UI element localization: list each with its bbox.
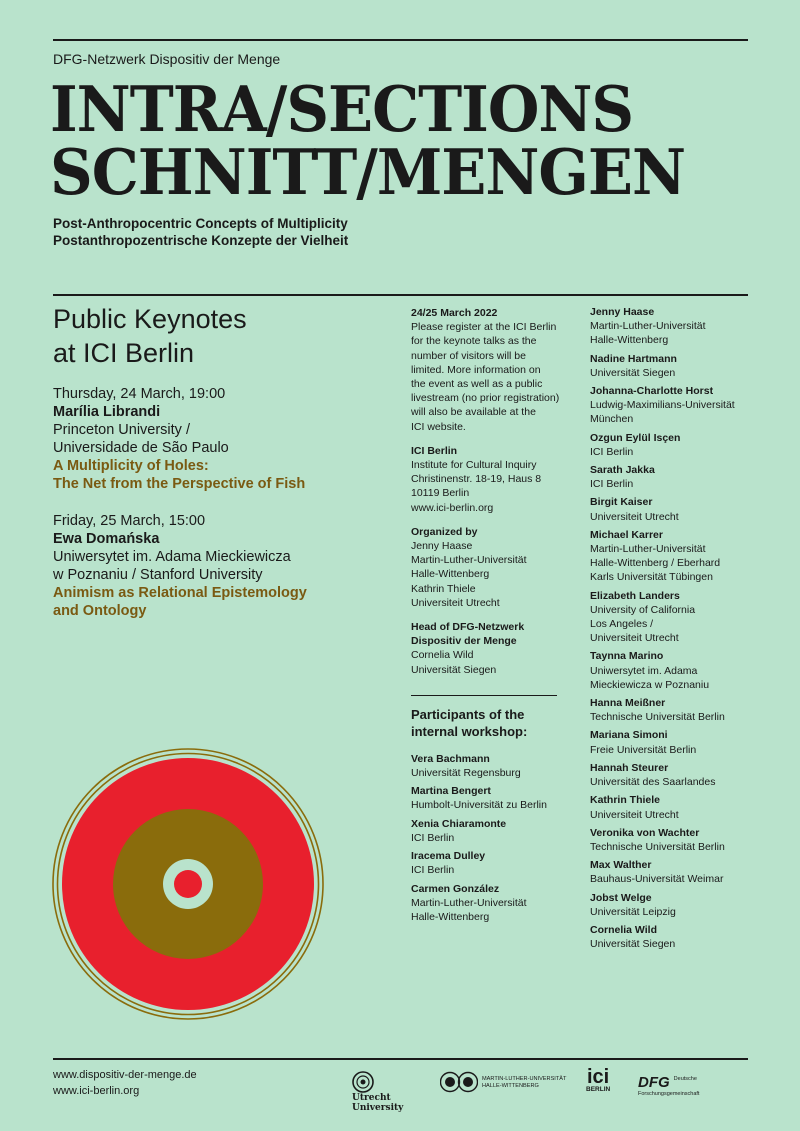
participant-affiliation: University of California [590,603,696,616]
dfg-logo [638,1075,699,1098]
title-line-1: INTRA/SECTIONS [50,72,634,147]
participant-entry [590,463,760,491]
participant-name: Sarath Jakka [590,464,655,477]
participant-affiliation: Humbolt-Universität zu Berlin [411,799,547,812]
participant-entry [590,923,760,951]
subtitle [53,215,348,249]
participant-entry [411,752,571,780]
info-line: will also be available at the [411,406,536,419]
participant-affiliation: Ludwig-Maximilians-Universität [590,399,735,412]
participant-entry [590,696,760,724]
participant-name: Nadine Hartmann [590,352,677,365]
subtitle-en: Post-Anthropocentric Concepts of Multiplicity [53,216,348,231]
participant-affiliation: Bauhaus-Universität Weimar [590,873,724,886]
participant-affiliation: Karls Universität Tübingen [590,571,713,584]
participant-name: Xenia Chiaramonte [411,817,507,830]
participant-name: Johanna-Charlotte Horst [590,385,714,398]
dfg-wordmark: DFG [638,1074,670,1091]
keynote-1-speaker: Marília Librandi [53,404,161,420]
participants-rule [411,695,557,696]
utrecht-name: Utrecht [352,1093,391,1103]
participant-entry [590,589,760,646]
participant-name: Ozgun Eylül Isçen [590,431,681,444]
participant-affiliation: Mieckiewicza w Poznaniu [590,678,710,691]
participants-list-mid [411,752,571,924]
info-line: livestream (no prior registration) [411,392,560,405]
keynote-1-title1: A Multiplicity of Holes: [53,458,209,474]
participant-entry [411,882,571,925]
keynote-2-title2: and Ontology [53,603,147,619]
keynotes-heading [53,302,247,370]
bottom-rule [53,1058,748,1060]
target-graphic [52,748,324,1020]
mlu-logo [440,1071,567,1093]
participant-name: Carmen González [411,882,500,895]
organizer-line: Jenny Haase [411,540,473,553]
participant-affiliation: Los Angeles / [590,618,654,631]
info-line: limited. More information on [411,363,541,376]
participant-entry [590,384,760,427]
participant-entry [590,891,760,919]
top-rule [53,39,748,41]
keynotes-heading-line1: Public Keynotes [53,304,247,334]
participant-entry [590,431,760,459]
participant-affiliation: Universiteit Utrecht [590,510,679,523]
dfg-sub-2: Forschungsgemeinschaft [638,1091,700,1097]
participants-heading [411,706,571,740]
keynote-2-affil2: w Poznaniu / Stanford University [53,567,263,583]
participant-name: Hannah Steurer [590,761,669,774]
info-dates: 24/25 March 2022 [411,307,498,319]
utrecht-logo [352,1071,403,1113]
info-line: the event as well as a public [411,378,543,391]
info-column [411,306,571,928]
participant-name: Hanna Meißner [590,697,666,710]
dfg-sub-1: Deutsche [673,1076,697,1082]
participant-affiliation: Universität Regensburg [411,767,521,780]
participant-affiliation: Universität Siegen [590,938,676,951]
subtitle-de: Postanthropozentrische Konzepte der Vielheit [53,233,349,248]
participant-affiliation: ICI Berlin [590,445,634,458]
participant-affiliation: Universität Leipzig [590,905,676,918]
organizer-line: Martin-Luther-Universität [411,554,527,567]
info-line: ICI website. [411,420,466,433]
mlu-name-2: HALLE-WITTENBERG [482,1083,539,1089]
ici-berlin: BERLIN [586,1086,611,1093]
keynote-1-date: Thursday, 24 March, 19:00 [53,386,226,402]
participant-affiliation: ICI Berlin [590,478,634,491]
ici-wordmark: ici [586,1066,610,1088]
participant-affiliation: Freie Universität Berlin [590,743,697,756]
head-network-line: Universität Siegen [411,663,497,676]
participant-name: Vera Bachmann [411,752,490,765]
keynote-2-date: Friday, 25 March, 15:00 [53,513,206,529]
info-line: number of visitors will be [411,349,526,362]
utrecht-seal-icon [352,1071,374,1093]
participant-affiliation: Universiteit Utrecht [590,808,679,821]
head-network-line: Cornelia Wild [411,649,474,662]
keynote-1 [53,385,353,493]
organizer-line: Universiteit Utrecht [411,596,500,609]
participant-affiliation: ICI Berlin [411,831,455,844]
participant-affiliation: Halle-Wittenberg [411,910,490,923]
red-center [174,870,202,898]
venue-url: www.ici-berlin.org [411,501,494,514]
participant-entry [590,793,760,821]
venue-line: 10119 Berlin [411,487,470,500]
participants-heading-line1: Participants of the [411,706,525,722]
info-line: Please register at the ICI Berlin [411,321,557,334]
keynote-1-affil2: Universidade de São Paulo [53,440,229,456]
participant-name: Max Walther [590,859,652,872]
participant-entry [590,761,760,789]
footer-url-1[interactable]: www.dispositiv-der-menge.de [53,1069,197,1081]
participant-name: Jobst Welge [590,891,652,904]
participants-list-right [590,305,760,955]
organizers-heading: Organized by [411,525,478,538]
head-network-heading: Dispositiv der Menge [411,635,517,648]
participant-entry [411,817,571,845]
participant-affiliation: Technische Universität Berlin [590,840,725,853]
participant-affiliation: Technische Universität Berlin [590,711,725,724]
participant-entry [590,495,760,523]
network-name: DFG-Netzwerk Dispositiv der Menge [53,51,281,67]
participant-name: Taynna Marino [590,650,664,663]
mlu-seal-icon [440,1071,478,1093]
participant-entry [590,528,760,585]
participant-entry [590,305,760,348]
participants-heading-line2: internal workshop: [411,723,528,739]
participant-affiliation: Uniwersytet im. Adama [590,664,698,677]
keynote-2 [53,512,353,620]
mlu-name: MARTIN-LUTHER-UNIVERSITÄT [482,1076,567,1082]
participant-affiliation: Halle-Wittenberg / Eberhard [590,557,721,570]
participant-entry [590,649,760,692]
participant-affiliation: Halle-Wittenberg [590,334,669,347]
participant-entry [411,849,571,877]
participant-name: Jenny Haase [590,306,655,318]
title-line-2: SCHNITT/MENGEN [50,135,686,210]
utrecht-name-2: University [352,1103,404,1113]
participant-affiliation: Martin-Luther-Universität [590,543,706,556]
participant-name: Cornelia Wild [590,923,657,936]
organizer-line: Kathrin Thiele [411,582,476,595]
participant-name: Iracema Dulley [411,850,486,863]
participant-name: Martina Bengert [411,785,491,798]
participant-entry [590,858,760,886]
participant-entry [590,352,760,380]
organizers-block [411,525,571,610]
head-network-block [411,620,571,677]
keynote-2-title1: Animism as Relational Epistemology [53,585,307,601]
footer-urls [53,1067,197,1099]
participant-entry [590,826,760,854]
participant-affiliation: Universität des Saarlandes [590,776,716,789]
info-block [411,306,571,434]
keynote-1-title2: The Net from the Perspective of Fish [53,476,306,492]
participant-affiliation: Universiteit Utrecht [590,632,679,645]
participant-name: Birgit Kaiser [590,496,653,509]
ici-logo [586,1068,610,1094]
participant-name: Veronika von Wachter [590,826,700,839]
keynote-1-affil1: Princeton University / [53,422,190,438]
venue-name: ICI Berlin [411,444,458,457]
footer-url-2[interactable]: www.ici-berlin.org [53,1085,140,1097]
participant-name: Elizabeth Landers [590,589,680,602]
participant-name: Kathrin Thiele [590,794,661,807]
venue-block [411,444,571,515]
keynote-2-affil1: Uniwersytet im. Adama Mieckiewicza [53,549,291,565]
venue-line: Christinenstr. 18-19, Haus 8 [411,473,542,486]
keynote-2-speaker: Ewa Domańska [53,531,160,547]
participant-affiliation: München [590,413,634,426]
participant-affiliation: Martin-Luther-Universität [411,896,527,909]
participant-name: Michael Karrer [590,528,663,541]
venue-line: Institute for Cultural Inquiry [411,459,537,472]
participant-entry [590,728,760,756]
participant-affiliation: ICI Berlin [411,864,455,877]
keynotes-heading-line2: at ICI Berlin [53,338,195,368]
participant-name: Mariana Simoni [590,729,668,742]
organizer-line: Halle-Wittenberg [411,568,490,581]
head-network-heading: Head of DFG-Netzwerk [411,621,525,634]
participant-affiliation: Martin-Luther-Universität [590,320,706,333]
info-line: for the keynote talks as the [411,335,537,348]
section-rule [53,294,748,296]
participant-affiliation: Universität Siegen [590,366,676,379]
participant-entry [411,784,571,812]
